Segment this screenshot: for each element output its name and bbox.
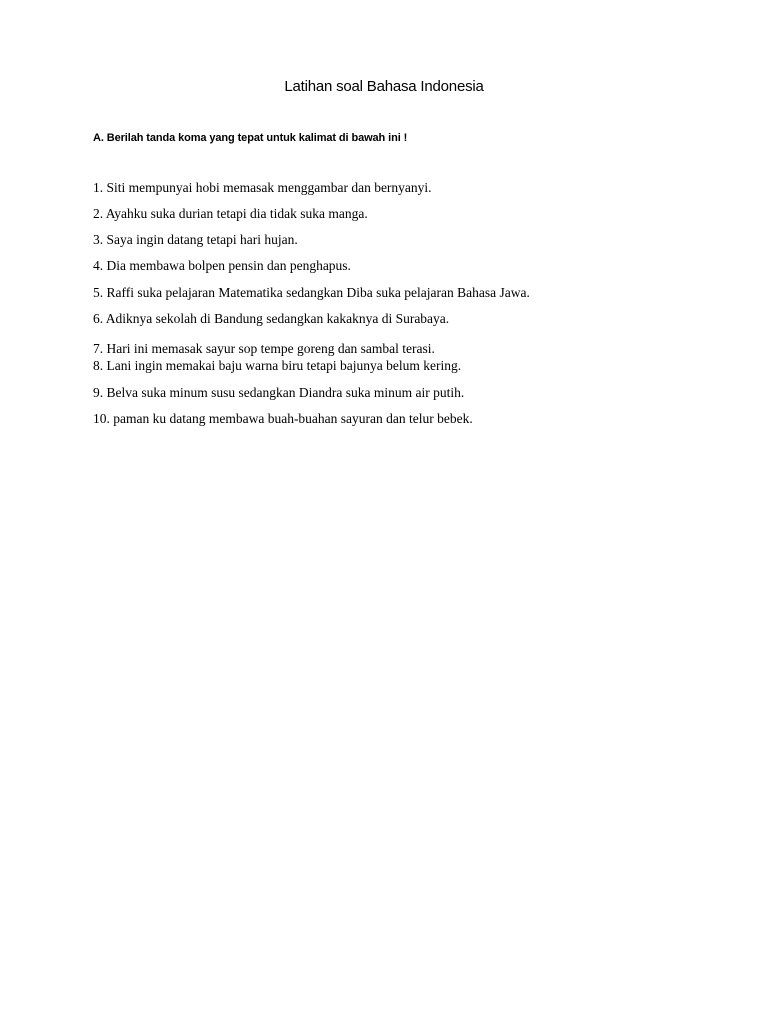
list-item-6: 6. Adiknya sekolah di Bandung sedangkan kakaknya di Surabaya. xyxy=(93,311,450,326)
list-item-1: 1. Siti mempunyai hobi memasak menggambar dan bernyanyi. xyxy=(93,180,432,195)
list-item-3: 3. Saya ingin datang tetapi hari hujan. xyxy=(93,232,298,247)
list-item-10: 10. paman ku datang membawa buah-buahan sayuran dan telur bebek. xyxy=(93,411,473,426)
list-item-8: 8. Lani ingin memakai baju warna biru tetapi bajunya belum kering. xyxy=(93,358,462,373)
list-item-9: 9. Belva suka minum susu sedangkan Diandra suka minum air putih. xyxy=(93,385,465,400)
list-item-4: 4. Dia membawa bolpen pensin dan penghapus. xyxy=(93,258,351,273)
list-item-2: 2. Ayahku suka durian tetapi dia tidak suka manga. xyxy=(93,206,368,221)
instruction-text: A. Berilah tanda koma yang tepat untuk kalimat di bawah ini ! xyxy=(93,132,408,144)
list-item-5: 5. Raffi suka pelajaran Matematika sedangkan Diba suka pelajaran Bahasa Jawa. xyxy=(93,285,530,300)
list-item-7: 7. Hari ini memasak sayur sop tempe goreng dan sambal terasi. xyxy=(93,341,435,356)
document-title: Latihan soal Bahasa Indonesia xyxy=(284,78,484,95)
